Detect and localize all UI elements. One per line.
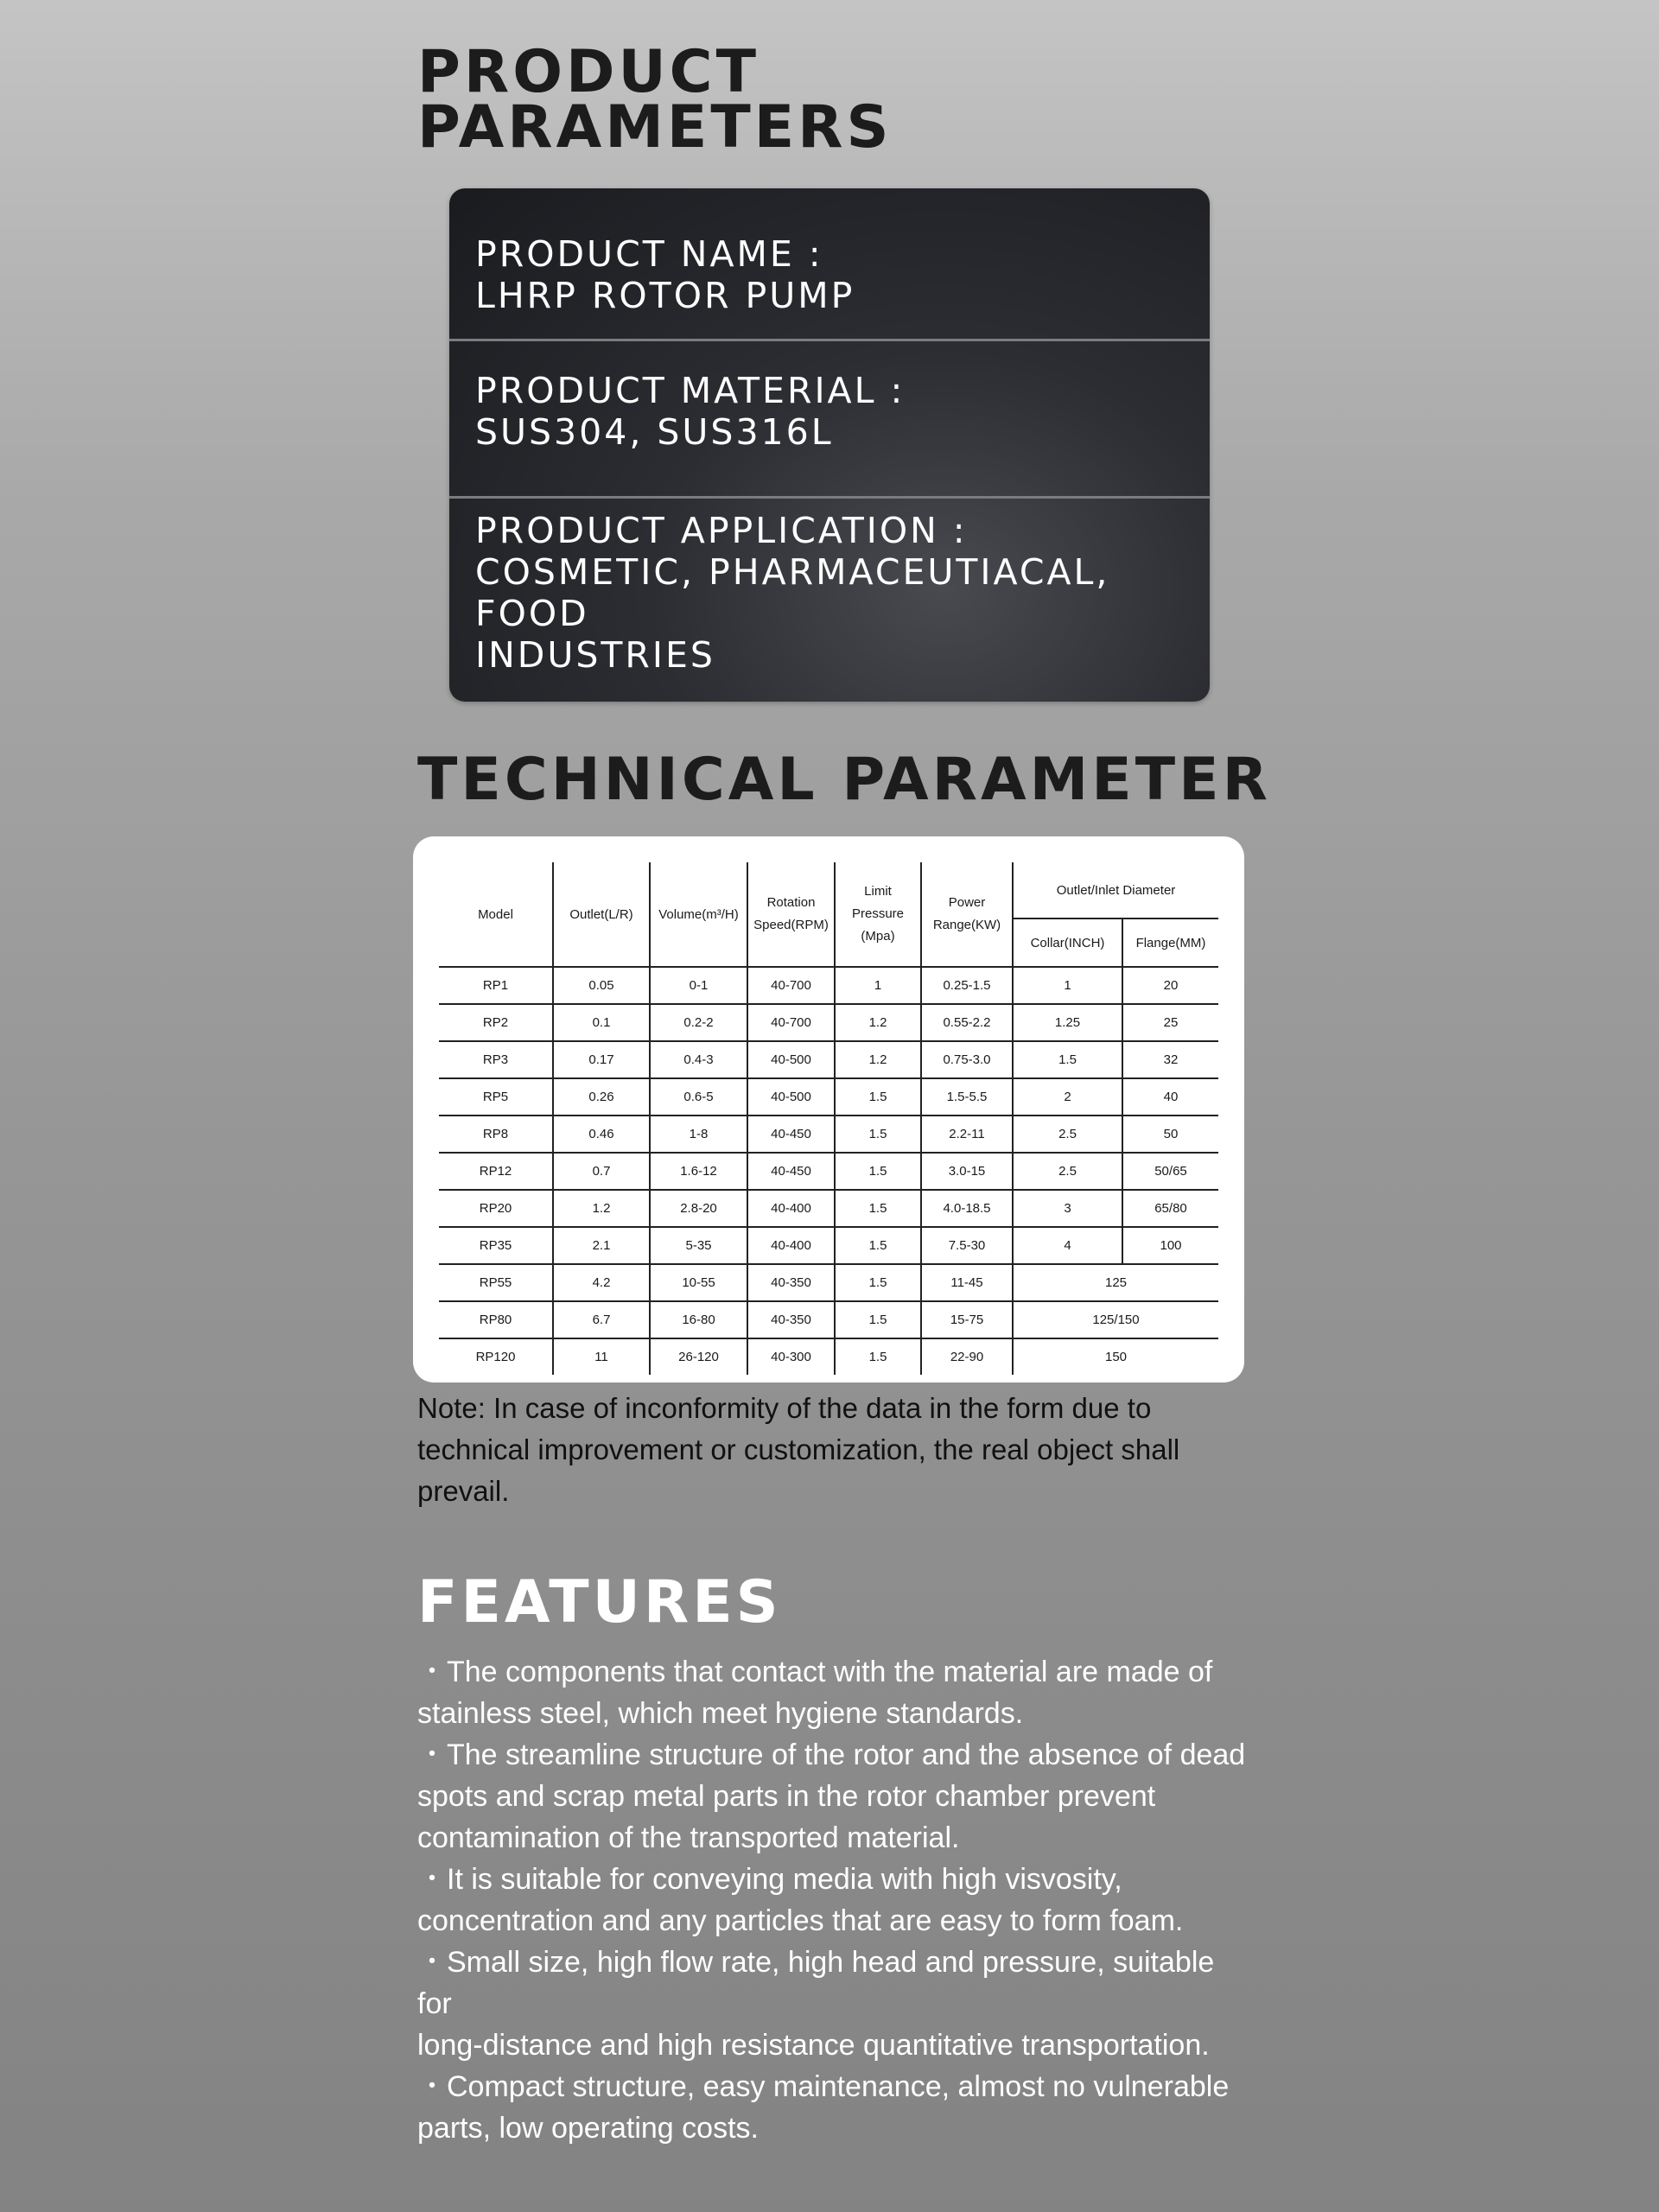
note-line-1: Note: In case of inconformity of the data in the form due to (417, 1392, 1152, 1424)
features-title: FEATURES (417, 1568, 782, 1637)
cell-collar: 4 (1013, 1227, 1122, 1264)
cell-collar: 2.5 (1013, 1153, 1122, 1190)
spec-table-body (439, 967, 1218, 1375)
cell-outlet: 1.2 (553, 1190, 650, 1227)
note-text (417, 1388, 1230, 1512)
header-limit-line-1: Limit (864, 884, 892, 899)
cell-diameter: 125 (1013, 1264, 1218, 1301)
cell-power: 3.0-15 (921, 1153, 1013, 1190)
cell-outlet: 0.05 (553, 967, 650, 1004)
cell-outlet: 4.2 (553, 1264, 650, 1301)
table-row (439, 1078, 1218, 1116)
table-row (439, 1227, 1218, 1264)
cell-collar: 2.5 (1013, 1116, 1122, 1153)
table-row (439, 1041, 1218, 1078)
section-divider (449, 339, 1210, 341)
cell-speed: 40-450 (747, 1153, 835, 1190)
cell-model: RP55 (439, 1264, 553, 1301)
cell-model: RP5 (439, 1078, 553, 1116)
product-name-section (449, 233, 1210, 316)
cell-speed: 40-400 (747, 1190, 835, 1227)
header-power-line-2: Range(KW) (932, 918, 1001, 932)
cell-speed: 40-500 (747, 1041, 835, 1078)
cell-collar: 3 (1013, 1190, 1122, 1227)
cell-collar: 1.25 (1013, 1004, 1122, 1041)
cell-volume: 10-55 (650, 1264, 747, 1301)
cell-speed: 40-350 (747, 1264, 835, 1301)
cell-pressure: 1.5 (835, 1190, 921, 1227)
cell-speed: 40-300 (747, 1338, 835, 1375)
cell-outlet: 0.17 (553, 1041, 650, 1078)
features-list (417, 1651, 1247, 2149)
cell-model: RP80 (439, 1301, 553, 1338)
header-outlet: Outlet(L/R) (553, 862, 650, 967)
cell-volume: 5-35 (650, 1227, 747, 1264)
product-material-section (449, 370, 1210, 453)
cell-power: 0.75-3.0 (921, 1041, 1013, 1078)
cell-pressure: 1.5 (835, 1116, 921, 1153)
feature-line: stainless steel, which meet hygiene standards. (417, 1697, 1024, 1730)
feature-line: ・Small size, high flow rate, high head and pressure, suitable for (417, 1946, 1215, 2020)
cell-pressure: 1.2 (835, 1041, 921, 1078)
cell-pressure: 1.5 (835, 1227, 921, 1264)
cell-diameter: 150 (1013, 1338, 1218, 1375)
header-flange: Flange(MM) (1122, 918, 1218, 967)
feature-line: parts, low operating costs. (417, 2112, 759, 2145)
cell-model: RP2 (439, 1004, 553, 1041)
cell-volume: 0-1 (650, 967, 747, 1004)
feature-line: ・Compact structure, easy maintenance, almost no vulnerable (417, 2070, 1230, 2103)
header-collar: Collar(INCH) (1013, 918, 1122, 967)
cell-volume: 26-120 (650, 1338, 747, 1375)
feature-line: ・It is suitable for conveying media with high visvosity, (417, 1863, 1122, 1896)
cell-flange: 65/80 (1122, 1190, 1218, 1227)
cell-model: RP35 (439, 1227, 553, 1264)
cell-power: 15-75 (921, 1301, 1013, 1338)
cell-pressure: 1 (835, 967, 921, 1004)
cell-volume: 2.8-20 (650, 1190, 747, 1227)
cell-flange: 50 (1122, 1116, 1218, 1153)
product-application-value-line-1: COSMETIC, PHARMACEUTIACAL, FOOD (475, 551, 1110, 634)
cell-volume: 16-80 (650, 1301, 747, 1338)
cell-speed: 40-400 (747, 1227, 835, 1264)
product-parameters-title (417, 38, 1022, 162)
cell-volume: 0.2-2 (650, 1004, 747, 1041)
table-row (439, 967, 1218, 1004)
cell-speed: 40-500 (747, 1078, 835, 1116)
cell-flange: 40 (1122, 1078, 1218, 1116)
cell-pressure: 1.2 (835, 1004, 921, 1041)
section-divider (449, 496, 1210, 499)
product-application-section (449, 510, 1210, 676)
header-limit-line-2: Pressure (851, 906, 905, 921)
header-diameter: Outlet/Inlet Diameter (1013, 862, 1218, 918)
cell-flange: 32 (1122, 1041, 1218, 1078)
cell-model: RP20 (439, 1190, 553, 1227)
table-row (439, 1116, 1218, 1153)
title-line-2: PARAMETERS (417, 93, 893, 162)
table-row (439, 1301, 1218, 1338)
cell-volume: 1-8 (650, 1116, 747, 1153)
cell-flange: 25 (1122, 1004, 1218, 1041)
table-row (439, 1264, 1218, 1301)
cell-model: RP3 (439, 1041, 553, 1078)
cell-outlet: 11 (553, 1338, 650, 1375)
cell-power: 7.5-30 (921, 1227, 1013, 1264)
product-material-label: PRODUCT MATERIAL : (475, 370, 906, 411)
cell-flange: 20 (1122, 967, 1218, 1004)
cell-collar: 1.5 (1013, 1041, 1122, 1078)
product-name-value: LHRP ROTOR PUMP (475, 275, 855, 316)
cell-model: RP12 (439, 1153, 553, 1190)
cell-pressure: 1.5 (835, 1338, 921, 1375)
feature-line: concentration and any particles that are easy to form foam. (417, 1904, 1184, 1937)
cell-power: 4.0-18.5 (921, 1190, 1013, 1227)
cell-diameter: 125/150 (1013, 1301, 1218, 1338)
cell-collar: 2 (1013, 1078, 1122, 1116)
cell-flange: 100 (1122, 1227, 1218, 1264)
cell-speed: 40-350 (747, 1301, 835, 1338)
cell-outlet: 6.7 (553, 1301, 650, 1338)
spec-table (439, 862, 1218, 1375)
feature-line: ・The streamline structure of the rotor and the absence of dead (417, 1738, 1246, 1771)
header-limit-pressure (835, 862, 921, 967)
product-material-value: SUS304, SUS316L (475, 411, 834, 453)
product-application-label: PRODUCT APPLICATION : (475, 510, 968, 551)
cell-outlet: 2.1 (553, 1227, 650, 1264)
table-row (439, 1338, 1218, 1375)
cell-volume: 0.6-5 (650, 1078, 747, 1116)
cell-power: 22-90 (921, 1338, 1013, 1375)
cell-volume: 0.4-3 (650, 1041, 747, 1078)
cell-power: 0.25-1.5 (921, 967, 1013, 1004)
feature-line: spots and scrap metal parts in the rotor chamber prevent (417, 1780, 1156, 1813)
cell-power: 2.2-11 (921, 1116, 1013, 1153)
cell-outlet: 0.7 (553, 1153, 650, 1190)
table-row (439, 1004, 1218, 1041)
cell-pressure: 1.5 (835, 1153, 921, 1190)
product-application-value-line-2: INDUSTRIES (475, 634, 715, 676)
header-model: Model (478, 906, 513, 922)
product-info-card (449, 188, 1210, 702)
technical-parameter-title: TECHNICAL PARAMETER (417, 746, 1271, 814)
header-rotation-line-2: Speed(RPM) (753, 918, 829, 932)
cell-pressure: 1.5 (835, 1078, 921, 1116)
cell-outlet: 0.46 (553, 1116, 650, 1153)
table-row (439, 1190, 1218, 1227)
header-power-range (921, 862, 1013, 967)
header-limit-line-3: (Mpa) (861, 929, 895, 944)
cell-power: 1.5-5.5 (921, 1078, 1013, 1116)
cell-model: RP120 (439, 1338, 553, 1375)
feature-line: long-distance and high resistance quantitative transportation. (417, 2029, 1210, 2062)
note-line-2: technical improvement or customization, the real object shall (417, 1433, 1180, 1465)
table-row (439, 1153, 1218, 1190)
cell-outlet: 0.26 (553, 1078, 650, 1116)
cell-power: 0.55-2.2 (921, 1004, 1013, 1041)
cell-model: RP8 (439, 1116, 553, 1153)
cell-volume: 1.6-12 (650, 1153, 747, 1190)
cell-collar: 1 (1013, 967, 1122, 1004)
header-rotation-line-1: Rotation (766, 895, 816, 910)
cell-pressure: 1.5 (835, 1264, 921, 1301)
cell-pressure: 1.5 (835, 1301, 921, 1338)
feature-line: ・The components that contact with the material are made of (417, 1656, 1213, 1688)
cell-power: 11-45 (921, 1264, 1013, 1301)
title-line-1: PRODUCT (417, 38, 760, 106)
feature-line: contamination of the transported material. (417, 1821, 960, 1854)
header-volume: Volume(m³/H) (650, 862, 747, 967)
header-power-line-1: Power (948, 895, 986, 910)
cell-speed: 40-700 (747, 1004, 835, 1041)
header-rotation-speed (747, 862, 835, 967)
product-name-label: PRODUCT NAME : (475, 233, 823, 275)
cell-model: RP1 (439, 967, 553, 1004)
cell-flange: 50/65 (1122, 1153, 1218, 1190)
note-line-3: prevail. (417, 1475, 510, 1507)
cell-speed: 40-700 (747, 967, 835, 1004)
spec-table-card (413, 836, 1244, 1382)
cell-speed: 40-450 (747, 1116, 835, 1153)
cell-outlet: 0.1 (553, 1004, 650, 1041)
